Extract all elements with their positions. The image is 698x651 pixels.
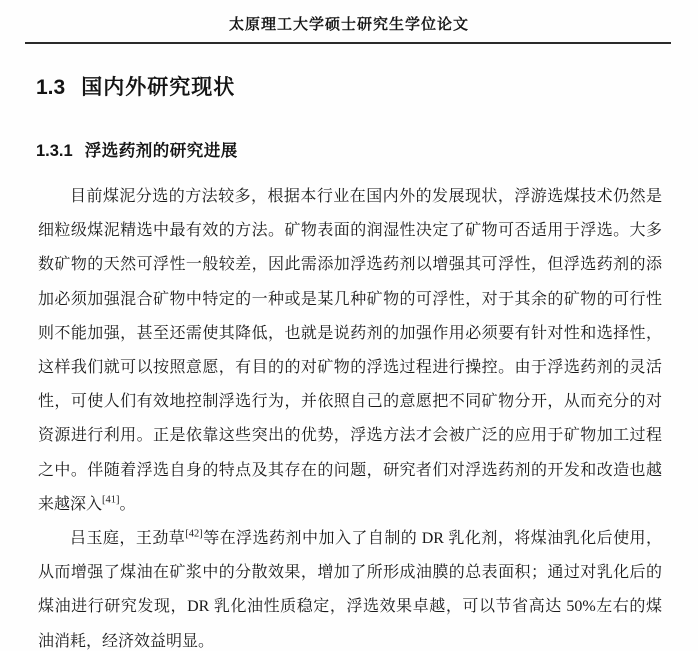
section-title: 国内外研究现状 <box>81 76 236 99</box>
text-line: 从而增强了煤油在矿浆中的分散效果，增加了所形成油膜的总表面积；通过对乳化后的 <box>38 564 662 582</box>
text-line: 加必须加强混合矿物中特定的一种或是某几种矿物的可浮性，对于其余的矿物的可行性 <box>38 290 662 308</box>
text-line: 这样我们就可以按照意愿，有目的的对矿物的浮选过程进行操控。由于浮选药剂的灵活 <box>38 359 662 377</box>
body-text <box>38 180 662 651</box>
text-line: 数矿物的天然可浮性一般较差，因此需添加浮选药剂以增强其可浮性，但浮选药剂的添 <box>38 256 662 274</box>
text-line: 来越深入[41]。 <box>38 494 136 513</box>
text-line: 细粒级煤泥精选中最有效的方法。矿物表面的润湿性决定了矿物可否适用于浮选。大多 <box>38 222 662 240</box>
header-title: 太原理工大学硕士研究生学位论文 <box>228 17 469 33</box>
text-line: 油消耗，经济效益明显。 <box>38 632 215 650</box>
text-line: 资源进行利用。正是依靠这些突出的优势，浮选方法才会被广泛的应用于矿物加工过程 <box>38 427 662 445</box>
text-line: 煤油进行研究发现，DR 乳化油性质稳定，浮选效果卓越，可以节省高达 50%左右的煤 <box>38 598 662 616</box>
section-heading <box>36 71 698 101</box>
text-line: 之中。伴随着浮选自身的特点及其存在的问题，研究者们对浮选药剂的开发和改造也越 <box>38 461 662 479</box>
citation-ref: [41] <box>102 494 120 506</box>
citation-ref: [42] <box>185 528 203 540</box>
subsection-title: 浮选药剂的研究进展 <box>84 142 238 160</box>
text-line: 性，可使人们有效地控制浮选行为，并依照自己的意愿把不同矿物分开，从而充分的对 <box>38 393 662 411</box>
subsection-heading <box>36 137 698 161</box>
page-header <box>0 0 698 44</box>
text-line: 目前煤泥分选的方法较多，根据本行业在国内外的发展现状，浮游选煤技术仍然是 <box>70 188 662 205</box>
text-line: 吕玉庭，王劲草[42]等在浮选药剂中加入了自制的 DR 乳化剂，将煤油乳化后使用， <box>70 528 662 548</box>
section-number: 1.3 <box>36 76 66 99</box>
header-rule <box>25 42 671 44</box>
text-line: 则不能加强，甚至还需使其降低，也就是说药剂的加强作用必须要有针对性和选择性， <box>38 324 662 342</box>
subsection-number: 1.3.1 <box>36 142 73 160</box>
